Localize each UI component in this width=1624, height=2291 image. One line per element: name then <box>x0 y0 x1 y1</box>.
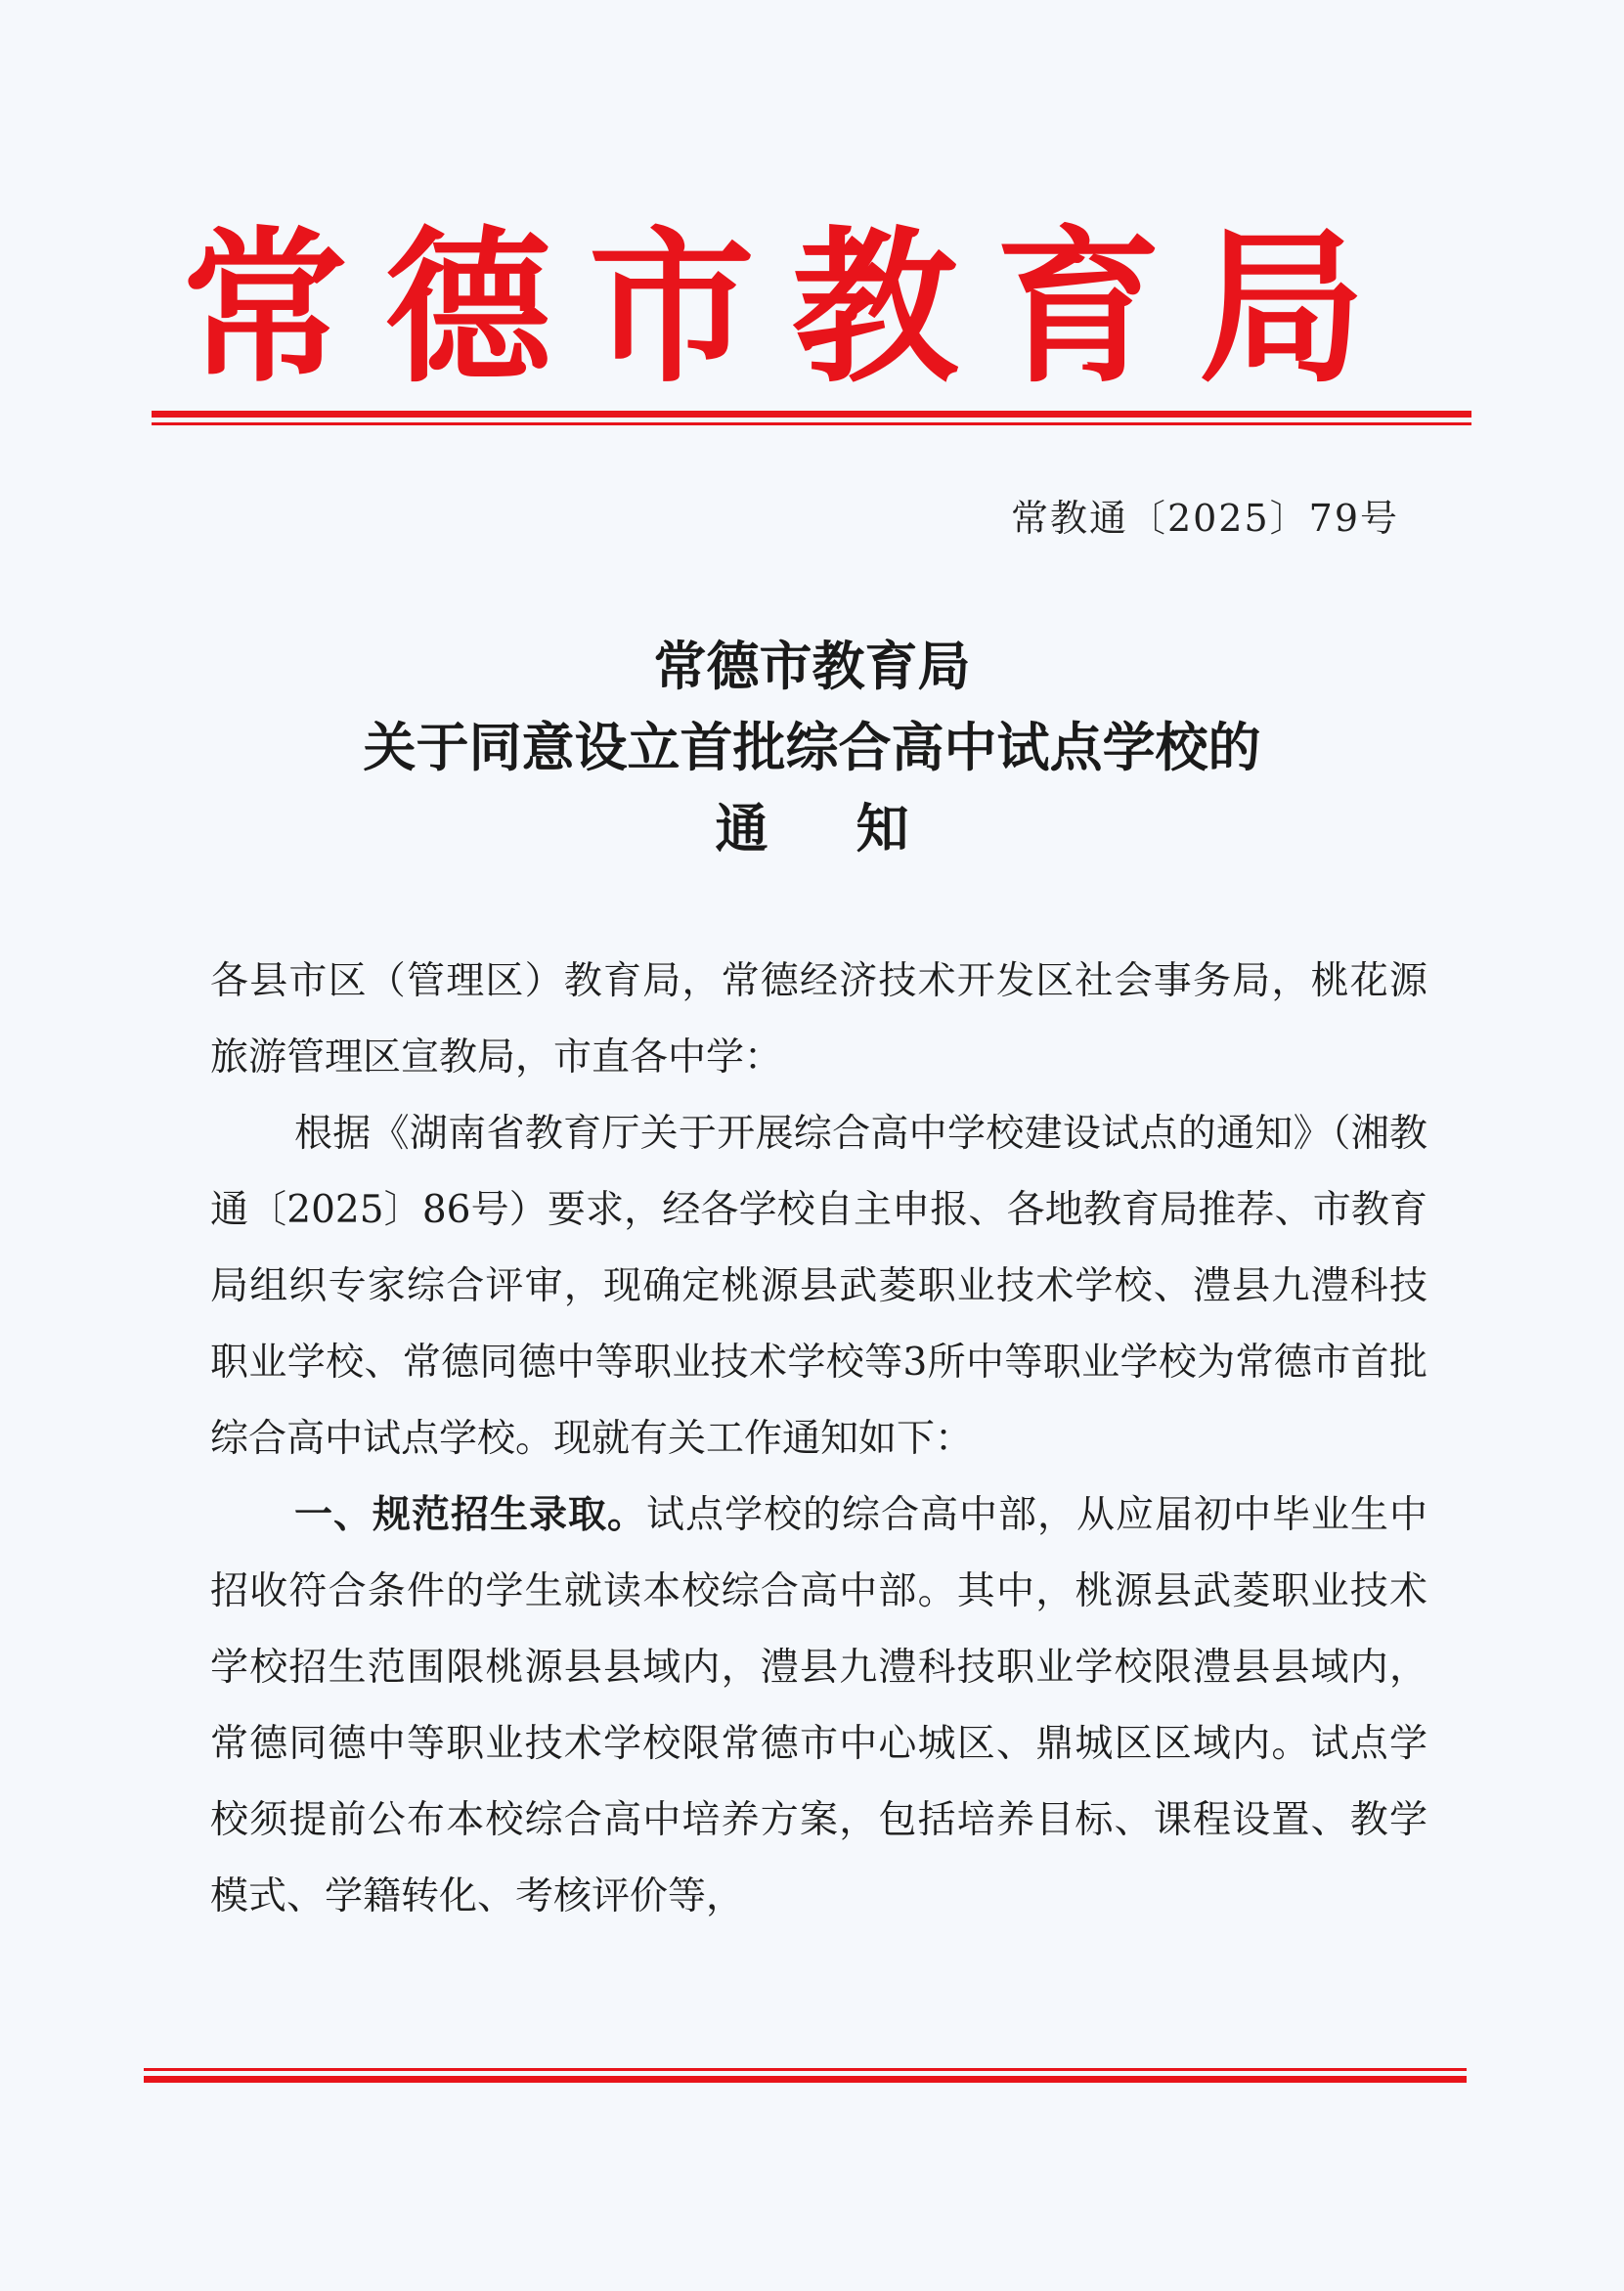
section-1-heading: 一、规范招生录取。 <box>294 1493 646 1537</box>
masthead-title: 常德市教育局 <box>181 210 1402 406</box>
title-line-3: 通知 <box>715 797 997 859</box>
masthead-divider <box>152 411 1471 425</box>
section-1-paragraph <box>210 1477 1427 1935</box>
document-title <box>0 626 1624 869</box>
document-number: 常教通〔2025〕79号 <box>1010 497 1399 540</box>
section-1-text: 试点学校的综合高中部，从应届初中毕业生中招收符合条件的学生就读本校综合高中部。其中，桃源县武菱职业技术学校招生范围限桃源县县域内，澧县九澧科技职业学校限澧县县域内，常德同德中等职业技术学校限常德市中心城区、鼎城区区域内。试点学校须提前公布本校综合高中培养方案，包括培养目标、课程设置、教学模式、学籍转化、考核评价等， <box>210 1493 1427 1918</box>
addressee-paragraph: 各县市区（管理区）教育局，常德经济技术开发区社会事务局，桃花源旅游管理区宣教局，市直各中学： <box>210 959 1427 1079</box>
title-line-2: 关于同意设立首批综合高中试点学校的 <box>363 716 1261 778</box>
intro-paragraph: 根据《湖南省教育厅关于开展综合高中学校建设试点的通知》（湘教通〔2025〕86号）要求，经各学校自主申报、各地教育局推荐、市教育局组织专家综合评审，现确定桃源县武菱职业技术学校、澧县九澧科技职业学校、常德同德中等职业技术学校等3所中等职业学校为常德市首批综合高中试点学校。现就有关工作通知如下： <box>210 1112 1427 1461</box>
title-line-1: 常德市教育局 <box>653 635 971 697</box>
document-body <box>210 944 1427 1935</box>
footer-divider <box>144 2068 1467 2083</box>
